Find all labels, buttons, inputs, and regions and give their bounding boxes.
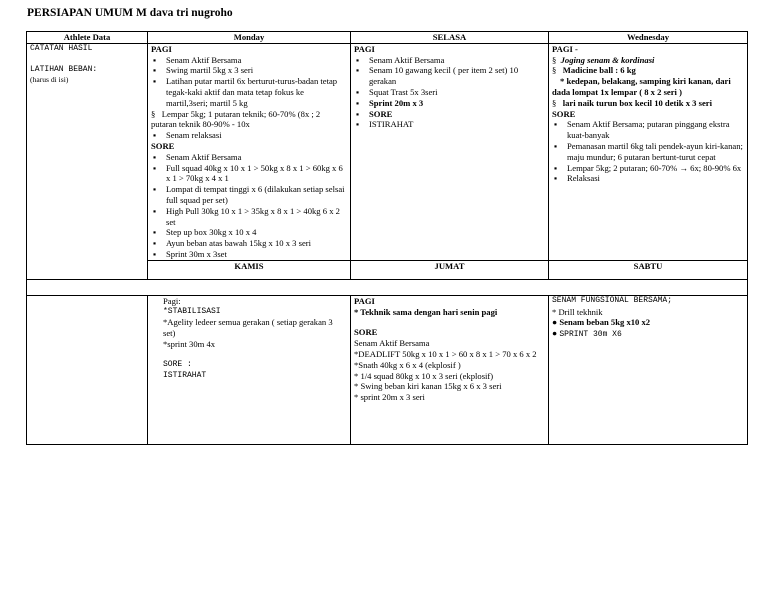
list-item: ▪ Sprint 20m x 3 <box>356 97 424 108</box>
list-item: ▪ ISTIRAHAT <box>356 119 414 130</box>
sabtu-drill: * Drill tekhnik <box>552 306 603 317</box>
list-item: ▪ Pemanasan martil 6kg tali pendek-ayun kiri-kanan; maju mundur; 6 putaran bertunt-turut cepat <box>554 140 743 162</box>
jumat-line: * Swing beban kiri kanan 15kg x 6 x 3 seri <box>354 381 502 392</box>
header-sabtu: SABTU <box>549 260 748 279</box>
wednesday-sore-list <box>552 119 744 184</box>
jumat-line: Senam Aktif Bersama <box>354 338 430 349</box>
list-item: ▪ Squat Trast 5x 3seri <box>356 86 438 97</box>
athlete-data-empty-cell <box>27 295 148 444</box>
jumat-line: *DEADLIFT 50kg x 10 x 1 > 60 x 8 x 1 > 70 x 6 x 2 <box>354 348 537 359</box>
list-item: ▪ Lompat di tempat tinggi x 6 (dilakukan setiap selsai full squad per set) <box>153 184 345 205</box>
header-jumat: JUMAT <box>351 260 549 279</box>
jumat-line: * 1/4 squad 80kg x 10 x 3 seri (ekplosif) <box>354 370 494 381</box>
spacer-row <box>27 279 748 295</box>
selasa-list <box>354 55 545 131</box>
athlete-data-cell <box>27 43 148 279</box>
header-row <box>27 32 748 44</box>
list-item: ● SPRINT 30m X6 <box>552 328 622 340</box>
list-item: ▪ Sprint 30m x 3set <box>153 248 227 259</box>
list-item: ▪ Senam Aktif Bersama <box>153 54 242 65</box>
list-item: ▪ Senam relaksasi <box>153 130 222 141</box>
kamis-cell <box>148 295 351 444</box>
header-selasa: SELASA <box>351 32 549 44</box>
list-item: ▪ Senam 10 gawang kecil ( per item 2 set) 10 gerakan <box>356 65 519 87</box>
jumat-pagi-heading: PAGI <box>354 295 375 306</box>
schedule-table <box>26 31 748 445</box>
catatan-hasil: CATATAN HASIL <box>30 43 93 53</box>
list-item: ▪ High Pull 30kg 10 x 1 > 35kg x 8 x 1 > 40kg 6 x 2 set <box>153 205 340 227</box>
spacer-cell <box>27 279 748 295</box>
list-item: ▪ SORE <box>356 108 393 119</box>
list-item: ● Senam beban 5kg x10 x2 <box>552 317 651 328</box>
monday-sore-list <box>151 152 347 260</box>
selasa-cell <box>351 43 549 260</box>
wednesday-line: § lari naik turun box kecil 10 detik x 3 seri <box>552 97 712 108</box>
header-wednesday: Wednesday <box>549 32 748 44</box>
jumat-cell <box>351 295 549 444</box>
list-item: ▪ Senam Aktif Bersama <box>356 54 445 65</box>
kamis-stabilisasi: *STABILISASI <box>163 306 221 316</box>
kamis-pagi: Pagi: <box>163 295 181 306</box>
kamis-sore: SORE : <box>163 359 192 369</box>
list-item: ▪ Senam Aktif Bersama <box>153 151 242 162</box>
list-item: ▪ Ayun beban atas bawah 15kg x 10 x 3 seri <box>153 238 312 249</box>
wednesday-cell <box>549 43 748 260</box>
wednesday-sore-heading: SORE <box>552 108 576 119</box>
monday-sore-heading: SORE <box>151 140 175 151</box>
header-monday: Monday <box>148 32 351 44</box>
jumat-sore-heading: SORE <box>354 327 378 338</box>
header-kamis: KAMIS <box>148 260 351 279</box>
list-item: ▪ Step up box 30kg x 10 x 4 <box>153 227 257 238</box>
jumat-line: * sprint 20m x 3 seri <box>354 392 425 403</box>
week-row-1 <box>27 43 748 260</box>
kamis-istirahat: ISTIRAHAT <box>163 370 207 380</box>
harus-diisi-note: (harus di isi) <box>30 75 69 85</box>
wednesday-pagi-heading: PAGI - <box>552 43 578 54</box>
list-item: ▪ Lempar 5kg; 2 putaran; 60-70% → 6x; 80-90% 6x <box>554 162 742 173</box>
kamis-sprint: *sprint 30m 4x <box>163 338 216 349</box>
monday-pagi-heading: PAGI <box>151 43 172 54</box>
sabtu-cell <box>549 295 748 444</box>
jumat-teknik: * Tekhnik sama dengan hari senin pagi <box>354 306 498 317</box>
list-item: ▪ Full squad 40kg x 10 x 1 > 50kg x 8 x 1 > 60kg x 6 x 1 > 70kg x 4 x 1 <box>153 162 343 184</box>
monday-cell <box>148 43 351 260</box>
list-item: ▪ Senam Aktif Bersama; putaran pinggang ekstra kuat-banyak <box>554 119 730 141</box>
kamis-agility: *Agelity ledeer semua gerakan ( setiap gerakan 3 set) <box>163 317 333 339</box>
sabtu-title: SENAM FUNGSIONAL BERSAMA; <box>552 295 673 305</box>
week-row-2 <box>27 295 748 444</box>
monday-pagi-list <box>151 55 347 141</box>
header-athlete-data: Athlete Data <box>27 32 148 44</box>
list-item: ▪ Latihan putar martil 6x berturut-turus-badan tetap tegak-kaki aktif dan mata tetap fokus ke martil,3seri; martil 5 kg <box>153 76 338 108</box>
list-item: ▪ Swing martil 5kg x 3 seri <box>153 65 254 76</box>
list-item: § Lempar 5kg; 1 putaran teknik; 60-70% (8x ; 2 putaran teknik 80-90% - 10x <box>151 108 321 130</box>
wednesday-line: * kedepan, belakang, samping kiri kanan, dari dada lompat 1x lempar ( 8 x 2 seri ) <box>552 76 731 97</box>
list-item: ▪ Relaksasi <box>554 173 600 184</box>
document-title: PERSIAPAN UMUM M dava tri nugroho <box>27 7 233 19</box>
latihan-beban-label: LATIHAN BEBAN: <box>30 64 98 74</box>
selasa-pagi-heading: PAGI <box>354 43 375 54</box>
jumat-line: *Snath 40kg x 6 x 4 (ekplosif ) <box>354 359 461 370</box>
wednesday-line: § Joging senam & kordinasi <box>552 54 655 65</box>
wednesday-line: § Madicine ball : 6 kg <box>552 65 636 76</box>
